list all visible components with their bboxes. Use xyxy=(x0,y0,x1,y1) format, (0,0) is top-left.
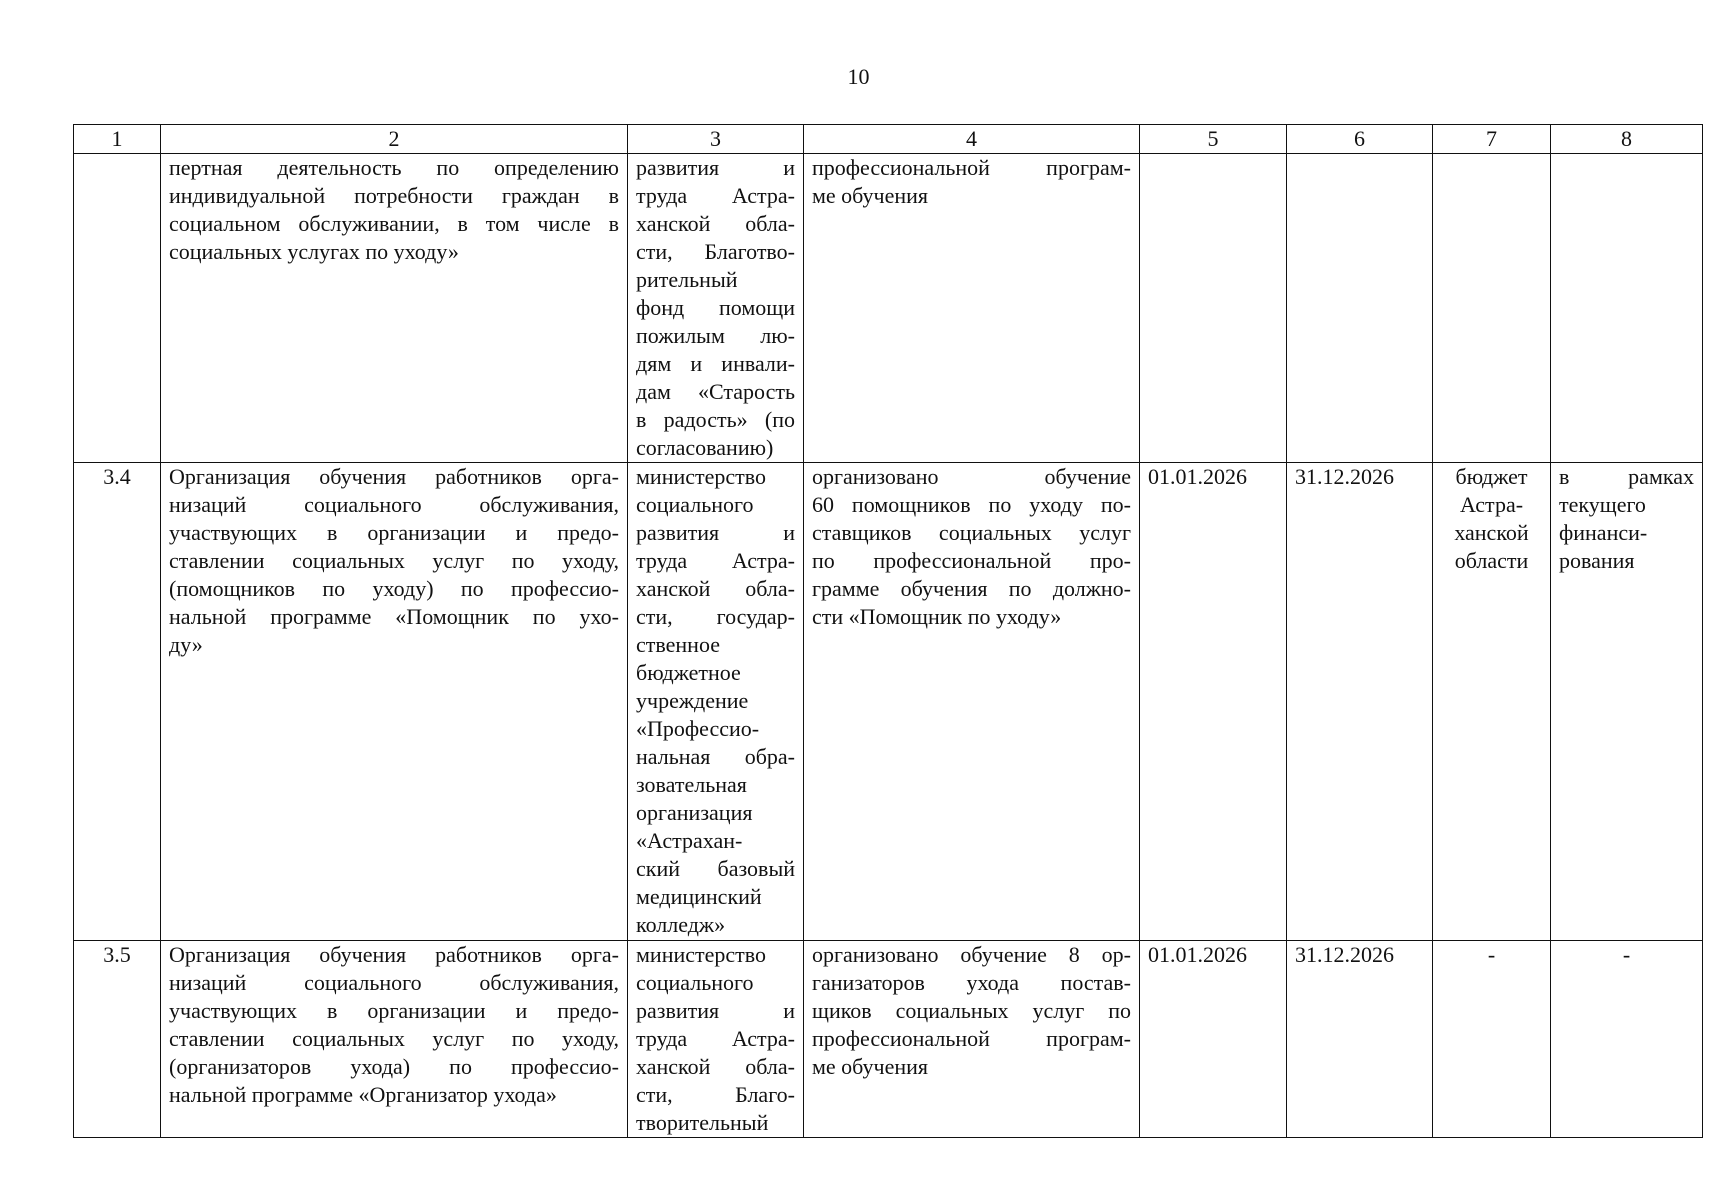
text-line: в рамках xyxy=(1559,464,1694,489)
text-line: социального xyxy=(636,970,754,995)
header-col-3: 3 xyxy=(628,125,804,154)
text-line: дям и инвали- xyxy=(636,351,795,376)
text-line: учреждение xyxy=(636,688,749,713)
text-line: (организаторов ухода) по профессио- xyxy=(169,1054,619,1079)
text-line: финанси- xyxy=(1559,520,1648,545)
text-line: бюджетное xyxy=(636,660,741,685)
text-line: участвующих в организации и предо- xyxy=(169,520,619,545)
end-date-cell xyxy=(1287,154,1433,463)
text-line: медицинский xyxy=(636,884,762,909)
text-line: министерство xyxy=(636,464,767,489)
text-line: щиков социальных услуг по xyxy=(812,998,1131,1023)
header-col-7: 7 xyxy=(1433,125,1551,154)
text-line: организация xyxy=(636,800,753,825)
text-line: профессиональной програм- xyxy=(812,155,1131,180)
activity-cell xyxy=(161,154,628,463)
result-cell xyxy=(804,154,1140,463)
text-line: ханской обла- xyxy=(636,576,795,601)
funding-source-cell xyxy=(1433,154,1551,463)
funding-amount-cell: - xyxy=(1551,941,1703,1138)
table-row xyxy=(74,154,1703,463)
text-line: социальном обслуживании, в том числе в xyxy=(169,211,619,236)
text-line: ханской xyxy=(1454,520,1529,545)
text-line: пожилым лю- xyxy=(636,323,795,348)
text-line: фонд помощи xyxy=(636,295,795,320)
text-line: социального xyxy=(636,492,754,517)
text-line: дам «Старость xyxy=(636,379,795,404)
end-date-cell: 31.12.2026 xyxy=(1287,463,1433,941)
text-line: развития и xyxy=(636,998,795,1023)
text-line: индивидуальной потребности граждан в xyxy=(169,183,619,208)
text-line: ду» xyxy=(169,632,203,657)
text-line: развития и xyxy=(636,520,795,545)
text-line: ставщиков социальных услуг xyxy=(812,520,1131,545)
text-line: ственное xyxy=(636,632,720,657)
start-date-cell: 01.01.2026 xyxy=(1140,463,1287,941)
text-line: текущего xyxy=(1559,492,1646,517)
end-date-cell: 31.12.2026 xyxy=(1287,941,1433,1138)
text-line: сти, государ- xyxy=(636,604,795,629)
text-line: низаций социального обслуживания, xyxy=(169,492,619,517)
start-date-cell: 01.01.2026 xyxy=(1140,941,1287,1138)
item-number: 3.5 xyxy=(74,941,161,1138)
text-line: труда Астра- xyxy=(636,183,795,208)
text-line: творительный xyxy=(636,1110,769,1135)
text-line: «Профессио- xyxy=(636,716,760,741)
text-line: развития и xyxy=(636,155,795,180)
text-line: ме обучения xyxy=(812,183,929,208)
text-line: нальной программе «Помощник по ухо- xyxy=(169,604,619,629)
result-cell xyxy=(804,941,1140,1138)
text-line: согласованию) xyxy=(636,435,774,460)
text-line: «Астрахан- xyxy=(636,828,743,853)
header-col-4: 4 xyxy=(804,125,1140,154)
text-line: зовательная xyxy=(636,772,747,797)
text-line: ханской обла- xyxy=(636,1054,795,1079)
item-number xyxy=(74,154,161,463)
funding-source-cell xyxy=(1433,463,1551,941)
text-line: ме обучения xyxy=(812,1054,929,1079)
text-line: пертная деятельность по определению xyxy=(169,155,619,180)
header-col-6: 6 xyxy=(1287,125,1433,154)
funding-amount-cell xyxy=(1551,154,1703,463)
executor-cell xyxy=(628,941,804,1138)
funding-amount-cell xyxy=(1551,463,1703,941)
header-col-5: 5 xyxy=(1140,125,1287,154)
text-line: области xyxy=(1454,548,1529,573)
text-line: низаций социального обслуживания, xyxy=(169,970,619,995)
text-line: ханской обла- xyxy=(636,211,795,236)
table-header-row xyxy=(74,125,1703,154)
text-line: ганизаторов ухода постав- xyxy=(812,970,1131,995)
text-line: Астра- xyxy=(1459,492,1524,517)
header-col-1: 1 xyxy=(74,125,161,154)
item-number: 3.4 xyxy=(74,463,161,941)
funding-source-cell: - xyxy=(1433,941,1551,1138)
text-line: (помощников по уходу) по профессио- xyxy=(169,576,619,601)
header-col-8: 8 xyxy=(1551,125,1703,154)
text-line: грамме обучения по должно- xyxy=(812,576,1131,601)
activity-cell xyxy=(161,941,628,1138)
result-cell xyxy=(804,463,1140,941)
text-line: сти, Благотво- xyxy=(636,239,795,264)
text-line: организовано обучение 8 ор- xyxy=(812,942,1131,967)
text-line: сти, Благо- xyxy=(636,1082,795,1107)
text-line: рительный xyxy=(636,267,738,292)
start-date-cell xyxy=(1140,154,1287,463)
text-line: участвующих в организации и предо- xyxy=(169,998,619,1023)
text-line: колледж» xyxy=(636,912,726,937)
executor-cell xyxy=(628,154,804,463)
activity-cell xyxy=(161,463,628,941)
page-number: 10 xyxy=(847,64,870,89)
text-line: труда Астра- xyxy=(636,548,795,573)
table-row xyxy=(74,941,1703,1138)
text-line: нальной программе «Организатор ухода» xyxy=(169,1082,557,1107)
text-line: социальных услугах по уходу» xyxy=(169,239,459,264)
text-line: министерство xyxy=(636,942,767,967)
text-line: Организация обучения работников орга- xyxy=(169,942,619,967)
text-line: профессиональной програм- xyxy=(812,1026,1131,1051)
text-line: ский базовый xyxy=(636,856,795,881)
text-line: нальная обра- xyxy=(636,744,795,769)
text-line: 60 помощников по уходу по- xyxy=(812,492,1131,517)
executor-cell xyxy=(628,463,804,941)
table-row xyxy=(74,463,1703,941)
text-line: сти «Помощник по уходу» xyxy=(812,604,1062,629)
text-line: рования xyxy=(1559,548,1635,573)
header-col-2: 2 xyxy=(161,125,628,154)
text-line: по профессиональной про- xyxy=(812,548,1131,573)
text-line: в радость» (по xyxy=(636,407,795,432)
text-line: труда Астра- xyxy=(636,1026,795,1051)
text-line: Организация обучения работников орга- xyxy=(169,464,619,489)
activity-plan-table xyxy=(73,124,1703,1138)
text-line: бюджет xyxy=(1455,464,1528,489)
text-line: ставлении социальных услуг по уходу, xyxy=(169,1026,619,1051)
text-line: ставлении социальных услуг по уходу, xyxy=(169,548,619,573)
text-line: организовано обучение xyxy=(812,464,1131,489)
